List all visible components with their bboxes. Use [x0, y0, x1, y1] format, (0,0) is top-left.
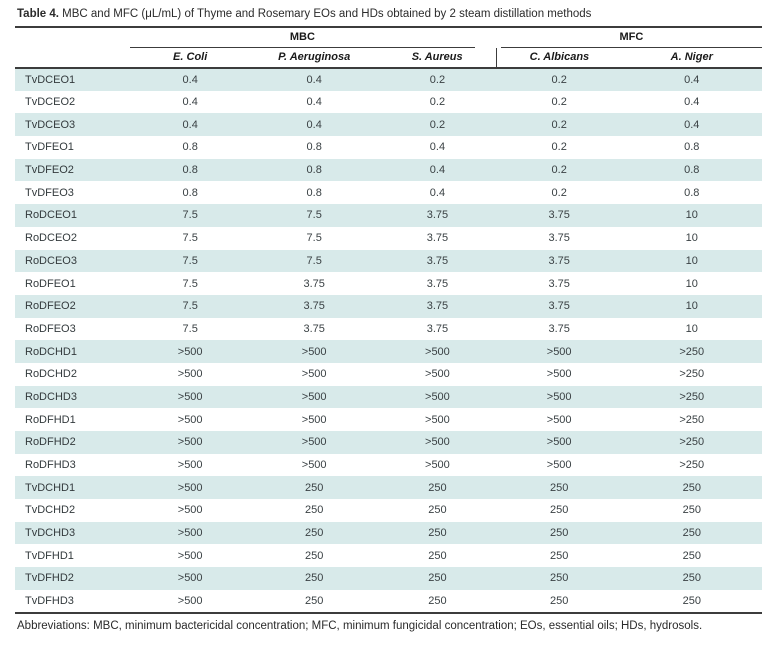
cell-value: 0.2: [551, 186, 567, 199]
cell-value: 250: [682, 572, 701, 585]
row-label: RoDFHD2: [25, 436, 76, 449]
table-row: [15, 113, 762, 136]
cell-value: 0.4: [306, 73, 322, 86]
cell-value: 0.2: [429, 118, 446, 131]
cell-value: 0.4: [306, 118, 322, 131]
cell-value: 7.5: [306, 254, 322, 267]
cell-value: >500: [301, 413, 327, 426]
row-label: RoDFHD1: [25, 413, 76, 426]
cell-value: 250: [549, 572, 569, 585]
row-label: TvDFHD3: [15, 590, 130, 613]
table-row: [15, 227, 762, 250]
cell-value: 0.8: [306, 141, 322, 154]
cell-value: >500: [301, 459, 327, 472]
cell-value: 7.5: [182, 254, 198, 267]
cell-value: 0.4: [306, 96, 322, 109]
column-header-s-aureus: S. Aureus: [378, 48, 497, 68]
row-label: TvDFEO2: [25, 164, 74, 177]
cell-value: 250: [682, 481, 701, 494]
cell-value: 3.75: [548, 232, 570, 245]
cell-value: 250: [304, 572, 324, 585]
cell-value: 250: [682, 504, 701, 517]
cell-value: 0.4: [429, 141, 446, 154]
cell-value: >250: [679, 390, 705, 403]
cell-value: 0.8: [182, 164, 198, 177]
cell-value: 0.4: [684, 96, 700, 109]
cell-value: 250: [250, 590, 378, 613]
cell-value: 3.75: [548, 277, 570, 290]
cell-value: >500: [177, 413, 203, 426]
row-label: TvDFEO1: [25, 141, 74, 154]
cell-value: >500: [177, 368, 203, 381]
cell-value: 0.2: [551, 96, 567, 109]
cell-value: 0.8: [306, 164, 322, 177]
abbreviations-footnote: Abbreviations: MBC, minimum bactericidal concentration; MFC, minimum fungicidal concentration; EOs, essential oils; HDs, hydrosols.: [17, 619, 703, 632]
table-caption-text: MBC and MFC (μL/mL) of Thyme and Rosemary EOs and HDs obtained by 2 steam distillation methods: [58, 8, 592, 20]
cell-value: >500: [177, 390, 203, 403]
cell-value: >500: [425, 368, 450, 381]
cell-value: 250: [497, 590, 622, 613]
cell-value: 250: [549, 549, 569, 562]
cell-value: >500: [546, 413, 572, 426]
column-header-a-niger: A. Niger: [622, 48, 762, 68]
cell-value: 7.5: [306, 232, 322, 245]
cell-value: 250: [622, 590, 762, 613]
cell-value: >250: [679, 413, 705, 426]
cell-value: 0.4: [182, 96, 198, 109]
cell-value: 3.75: [548, 209, 570, 222]
cell-value: 7.5: [182, 322, 198, 335]
row-label: TvDCHD2: [25, 504, 76, 517]
table-row: [15, 250, 762, 273]
cell-value: 0.4: [684, 118, 700, 131]
table-row: [15, 590, 762, 613]
cell-value: 0.4: [182, 73, 198, 86]
cell-value: 3.75: [548, 300, 570, 313]
table-caption: [15, 7, 762, 21]
row-label: TvDFHD1: [25, 549, 74, 562]
row-label: RoDFEO1: [25, 277, 76, 290]
cell-value: 3.75: [426, 209, 449, 222]
cell-value: >500: [130, 590, 250, 613]
table-row: [15, 363, 762, 386]
row-label: TvDCEO1: [25, 73, 76, 86]
cell-value: >500: [177, 572, 203, 585]
cell-value: >500: [177, 345, 203, 358]
table-body: [15, 68, 762, 613]
table-row: [15, 159, 762, 182]
cell-value: 0.8: [182, 141, 198, 154]
cell-value: >500: [301, 390, 327, 403]
data-table: [15, 26, 762, 614]
cell-value: 7.5: [182, 277, 198, 290]
row-label: RoDCEO1: [25, 209, 77, 222]
row-label: RoDFEO2: [25, 300, 76, 313]
column-header-c-albicans: C. Albicans: [497, 48, 622, 68]
cell-value: 0.2: [429, 73, 446, 86]
cell-value: 0.4: [429, 186, 446, 199]
cell-value: 0.8: [182, 186, 198, 199]
cell-value: 3.75: [426, 254, 449, 267]
cell-value: 3.75: [303, 277, 325, 290]
cell-value: >500: [177, 527, 203, 540]
cell-value: 7.5: [182, 300, 198, 313]
cell-value: 3.75: [303, 322, 325, 335]
table-row: [15, 91, 762, 114]
column-header-p-aeruginosa: P. Aeruginosa: [250, 48, 378, 68]
cell-value: 7.5: [306, 209, 322, 222]
cell-value: 250: [428, 549, 447, 562]
cell-value: >500: [546, 390, 572, 403]
table-row: [15, 318, 762, 341]
cell-value: 250: [304, 549, 324, 562]
cell-value: 250: [549, 481, 569, 494]
table-row: [15, 204, 762, 227]
row-label: RoDCEO3: [25, 254, 77, 267]
cell-value: >500: [425, 459, 450, 472]
cell-value: 0.2: [551, 164, 567, 177]
table-number: Table 4.: [17, 8, 59, 20]
column-header-empty-cell: [15, 48, 130, 68]
cell-value: 0.4: [182, 118, 198, 131]
cell-value: 250: [428, 481, 447, 494]
cell-value: >500: [301, 345, 327, 358]
cell-value: >500: [546, 459, 572, 472]
cell-value: 7.5: [182, 232, 198, 245]
cell-value: 250: [304, 504, 324, 517]
table-row: [15, 386, 762, 409]
cell-value: 3.75: [426, 300, 449, 313]
cell-value: 10: [685, 300, 698, 313]
row-label: TvDCHD3: [25, 527, 76, 540]
cell-value: >500: [425, 436, 450, 449]
cell-value: >500: [546, 345, 572, 358]
table-row: [15, 499, 762, 522]
cell-value: 250: [304, 527, 324, 540]
cell-value: 250: [682, 527, 701, 540]
cell-value: 250: [549, 504, 569, 517]
cell-value: >500: [301, 436, 327, 449]
cell-value: 250: [428, 504, 447, 517]
cell-value: >250: [679, 345, 705, 358]
cell-value: 0.4: [429, 164, 446, 177]
cell-value: >500: [177, 481, 203, 494]
row-label: TvDCEO3: [25, 118, 76, 131]
cell-value: 3.75: [426, 322, 449, 335]
table-row: [15, 136, 762, 159]
cell-value: 250: [428, 572, 447, 585]
table-row: [15, 408, 762, 431]
column-header-e-coli: E. Coli: [130, 48, 250, 68]
group-header-row: [15, 27, 762, 48]
cell-value: >500: [546, 436, 572, 449]
cell-value: 10: [685, 209, 698, 222]
row-label: TvDFHD2: [25, 572, 74, 585]
cell-value: >500: [425, 390, 450, 403]
row-label: RoDCHD3: [25, 390, 77, 403]
table-row: [15, 476, 762, 499]
table-row: [15, 340, 762, 363]
cell-value: >500: [425, 413, 450, 426]
table-row: [15, 454, 762, 477]
cell-value: 3.75: [426, 277, 449, 290]
cell-value: 7.5: [182, 209, 198, 222]
cell-value: 0.4: [684, 73, 700, 86]
cell-value: 10: [685, 232, 698, 245]
row-label: TvDCEO2: [25, 96, 76, 109]
cell-value: 3.75: [426, 232, 449, 245]
row-label: RoDFEO3: [25, 322, 76, 335]
cell-value: 3.75: [303, 300, 325, 313]
group-header-mbc: [130, 27, 497, 48]
cell-value: >500: [425, 345, 450, 358]
cell-value: 0.2: [551, 118, 567, 131]
cell-value: 10: [685, 277, 698, 290]
cell-value: 250: [428, 527, 447, 540]
group-header-mfc: [497, 27, 762, 48]
cell-value: >250: [679, 368, 705, 381]
cell-value: 0.2: [551, 73, 567, 86]
table-row: [15, 567, 762, 590]
group-header-mbc-label: MBC: [130, 28, 475, 48]
group-header-empty-cell: [15, 27, 130, 48]
table-row: [15, 522, 762, 545]
cell-value: 0.8: [684, 164, 700, 177]
cell-value: >500: [177, 549, 203, 562]
cell-value: 3.75: [548, 254, 570, 267]
cell-value: 0.8: [684, 141, 700, 154]
row-label: RoDFHD3: [25, 459, 76, 472]
table-row: [15, 544, 762, 567]
cell-value: >500: [177, 459, 203, 472]
cell-value: 10: [685, 254, 698, 267]
cell-value: >500: [177, 436, 203, 449]
cell-value: 250: [378, 590, 497, 613]
cell-value: 10: [685, 322, 698, 335]
cell-value: >250: [679, 459, 705, 472]
cell-value: >250: [679, 436, 705, 449]
cell-value: 0.8: [306, 186, 322, 199]
cell-value: 250: [682, 549, 701, 562]
row-label: TvDFEO3: [25, 186, 74, 199]
table-row: [15, 272, 762, 295]
row-label: RoDCHD1: [25, 345, 77, 358]
cell-value: 0.2: [551, 141, 567, 154]
table-row: [15, 181, 762, 204]
column-header-row: [15, 48, 762, 68]
cell-value: 0.2: [429, 96, 446, 109]
table-row: [15, 431, 762, 454]
row-label: RoDCEO2: [25, 232, 77, 245]
group-header-mfc-label: MFC: [501, 28, 762, 48]
row-label: RoDCHD2: [25, 368, 77, 381]
cell-value: 0.8: [684, 186, 700, 199]
cell-value: >500: [301, 368, 327, 381]
cell-value: 250: [549, 527, 569, 540]
row-label: TvDCHD1: [25, 481, 76, 494]
table-row: [15, 68, 762, 91]
table-row: [15, 295, 762, 318]
cell-value: 250: [304, 481, 324, 494]
cell-value: >500: [546, 368, 572, 381]
cell-value: 3.75: [548, 322, 570, 335]
cell-value: >500: [177, 504, 203, 517]
